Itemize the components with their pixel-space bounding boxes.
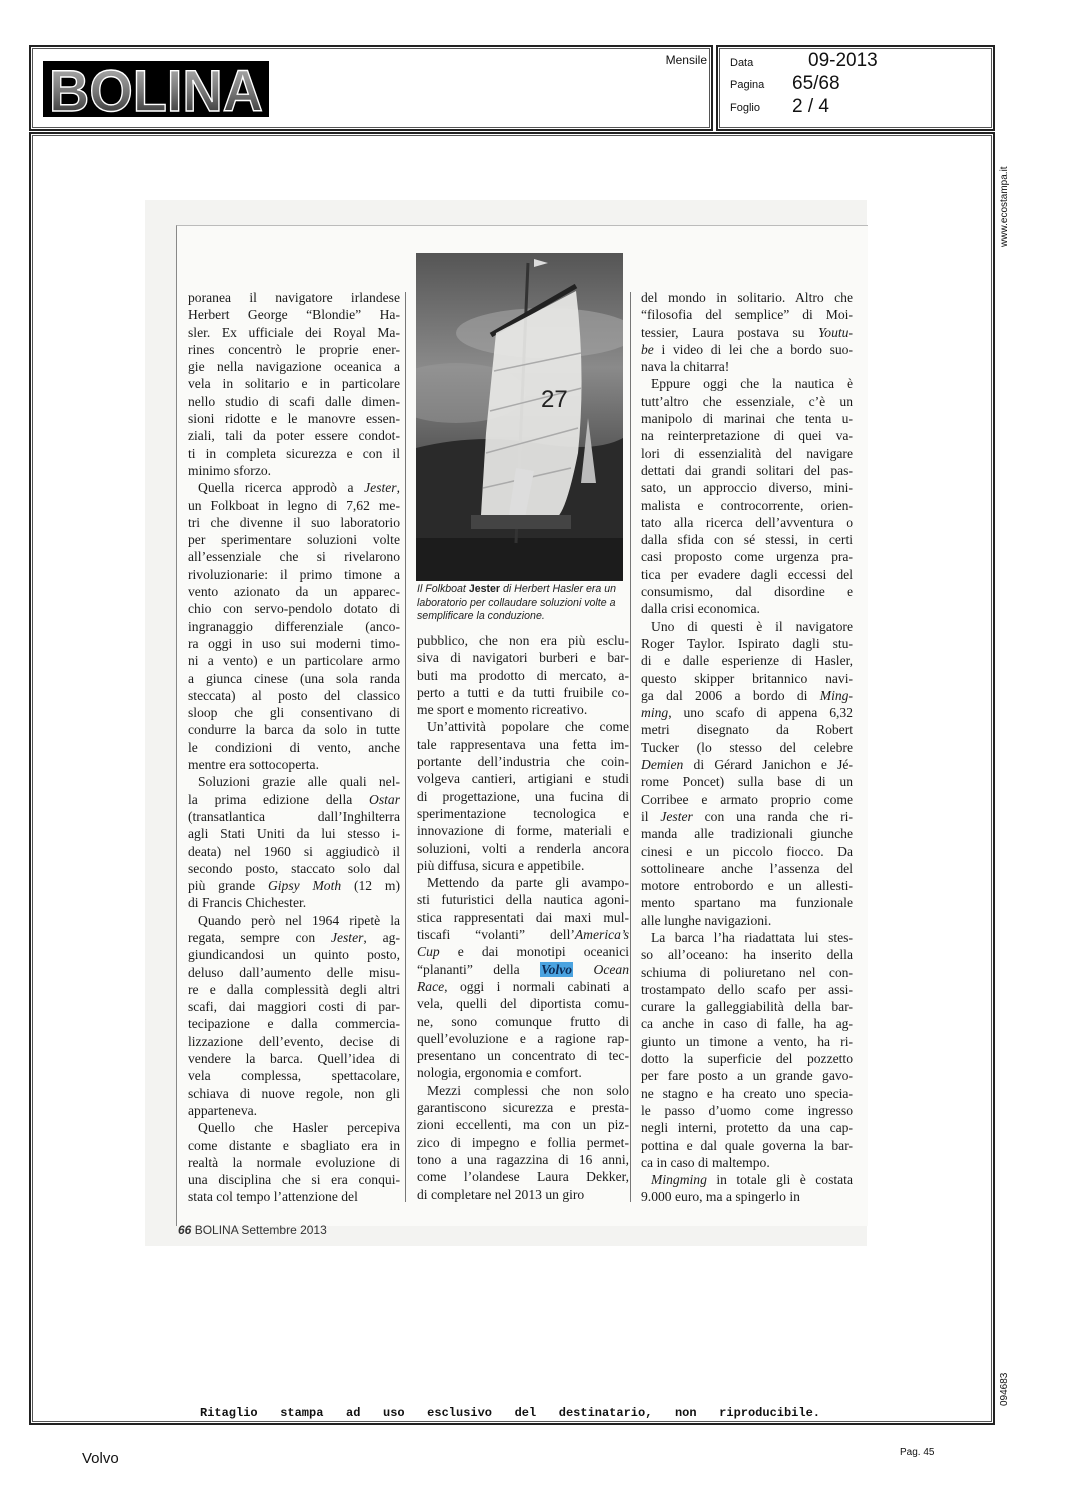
photo-jester — [416, 253, 623, 581]
paragraph — [641, 289, 853, 375]
text-line: ca in caso di maltempo. — [641, 1154, 770, 1170]
text-line: di e dalle esperienze di Hasler, — [641, 653, 853, 669]
text-line — [641, 756, 853, 773]
text-line — [641, 687, 853, 704]
text-line: 9.000 euro, ma a spingerlo in — [641, 1189, 800, 1205]
text-line: ni a vento) e un particolare armo — [188, 653, 400, 669]
text-line — [417, 926, 629, 943]
text-line: giundicandosi un quinto posto, — [188, 947, 400, 963]
text-line: Un’attività popolare che come — [427, 719, 629, 735]
text-line: manda alle tradizionali giunche — [641, 826, 853, 842]
text-line: Quello che Hasler percepiva — [198, 1120, 400, 1136]
text-line: volgeva cantieri, artigiani e studi — [417, 771, 629, 787]
text-line: come l’olandese Laura Dekker, — [417, 1169, 629, 1185]
text-line: re e dalla complessità degli altri — [188, 981, 400, 997]
text-line: steccata) al posto del classico — [188, 687, 400, 703]
italic-title: Race — [417, 978, 445, 994]
text-line: ne stagno e ha creato uno specia- — [641, 1085, 853, 1101]
paragraph — [641, 929, 853, 1171]
caption-boat-name: Jester — [468, 583, 501, 595]
text-segment: con una randa che ri- — [692, 808, 853, 824]
folio-number: 66 — [178, 1223, 192, 1237]
text-segment: il — [641, 808, 661, 824]
text-line: Uno di questi è il navigatore — [651, 618, 853, 634]
text-line: gie nella navigazione oceanica a — [188, 359, 400, 375]
text-line: le condizioni di vento, anche — [188, 739, 400, 755]
column-rule — [630, 292, 631, 1202]
text-line: ca anche in caso di falle, ha ag- — [641, 1016, 853, 1032]
text-segment: “plananti” della — [417, 961, 541, 977]
text-line: dettati dai grandi solitari del pas- — [641, 462, 853, 478]
text-segment: ga dal 2006 a bordo di — [641, 687, 820, 703]
paragraph — [641, 1171, 853, 1206]
text-segment: di Gérard Janichon e Jé- — [683, 757, 853, 773]
sail-number: 27 — [541, 386, 568, 413]
text-line: come distante e sbagliato era in — [188, 1137, 400, 1153]
text-line: casi proposto come urgenza pra- — [641, 549, 853, 565]
date-value: 09-2013 — [808, 50, 878, 71]
text-line: metri disegnato da Robert — [641, 722, 853, 738]
paragraph — [641, 618, 853, 929]
text-line: Soluzioni grazie alle quali nel- — [198, 774, 400, 790]
text-line — [188, 929, 400, 946]
text-line — [641, 808, 853, 825]
text-line: pubblico, che non era più esclu- — [417, 633, 629, 648]
text-line: scafi, dai maggiori costi di par- — [188, 999, 400, 1015]
text-line: vela, quelli del diportista comu- — [417, 996, 629, 1012]
text-segment: più grande — [188, 878, 268, 894]
text-line: siva di navigatori burberi e bar- — [417, 650, 629, 666]
text-line: Quando però nel 1964 ripetè la — [198, 912, 400, 928]
header-masthead — [29, 45, 713, 131]
text-segment: regata, sempre con — [188, 929, 331, 945]
text-line: questo skipper britannico navi- — [641, 670, 853, 686]
page-number: Pag. 45 — [900, 1447, 935, 1458]
text-line: zico di impegno e follia permet- — [417, 1134, 629, 1150]
text-line: schiava di nuove regole, non gli — [188, 1085, 400, 1101]
text-segment: la prima edizione della — [188, 791, 370, 807]
text-segment: , oggi i normali cabinati a — [444, 978, 629, 994]
text-line: presentano un concentrato di tec- — [417, 1048, 629, 1064]
text-line: cinesi e un piccolo fiocco. Da — [641, 843, 853, 859]
text-segment: , uno scafo di appena 6,32 — [668, 705, 853, 721]
page-value: 65/68 — [792, 73, 840, 94]
text-line: tutt’altro che essenziale, c’è un — [641, 393, 853, 409]
text-line: me sport e momento ricreativo. — [417, 702, 588, 718]
text-line: pottina e dal quale governa la bar- — [641, 1137, 853, 1153]
text-line: per sperimentare soluzioni volte — [188, 532, 400, 548]
website-label: www.ecostampa.it — [999, 166, 1010, 247]
text-line: Corribee e armato proprio come — [641, 791, 853, 807]
paragraph — [417, 632, 629, 718]
text-line: più diffusa, sicura e appetibile. — [417, 857, 585, 873]
text-line: sti futuristici della nautica agoni- — [417, 892, 629, 908]
text-line: mentre era sottocoperta. — [188, 757, 319, 773]
text-line: negli interni, protetto da una cap- — [641, 1120, 853, 1136]
italic-title: Ming- — [819, 687, 853, 703]
text-line — [641, 341, 853, 358]
text-line: perto a tutti e da tutti fruibile co- — [417, 684, 629, 700]
text-line: tono a una ragazzina di 16 anni, — [417, 1151, 629, 1167]
text-line: sperimentazione tecnologica e — [417, 805, 629, 821]
text-line: nologia, ergonomia e comfort. — [417, 1065, 582, 1081]
text-line: ti in completa sicurezza e con il — [188, 445, 400, 461]
text-segment: , ag- — [363, 929, 400, 945]
text-segment: tessier, Laura postava su — [641, 324, 818, 340]
text-segment: in totale gli è costata — [706, 1172, 853, 1188]
text-line: buti ma prodotto di mercato, a- — [417, 667, 629, 683]
text-line: soluzioni, volti a renderla ancora — [417, 840, 629, 856]
italic-title: Jester — [660, 808, 693, 824]
text-line: agli Stati Uniti da lui stesso i- — [188, 826, 400, 842]
text-line: rines concentrò le proprie ener- — [188, 341, 400, 357]
text-segment: i video di lei che a bordo suo- — [653, 341, 853, 357]
italic-title: ming — [641, 705, 669, 721]
text-line: tale rappresentava una fetta im- — [417, 736, 629, 752]
paragraph — [641, 375, 853, 617]
text-line: tato alla ricerca dell’avventura o — [641, 514, 853, 530]
italic-title: Jester — [364, 480, 397, 496]
text-line: deata) nel 1960 si aggiudicò il — [188, 843, 400, 859]
text-line: ra oggi in uso sui moderni timo- — [188, 635, 400, 651]
folio-text: BOLINA Settembre 2013 — [191, 1223, 327, 1237]
italic-title: Cup — [417, 944, 440, 960]
svg-text:BOLINA: BOLINA — [49, 61, 263, 117]
text-line: dotto la superficie del pozzetto — [641, 1051, 853, 1067]
text-line: vendere la barca. Quell’idea di — [188, 1051, 400, 1067]
text-line: zioni eccellenti, ma con un piz- — [417, 1117, 629, 1133]
italic-title: Youtu- — [817, 324, 853, 340]
text-line: giunto un timone a vento, ha ri- — [641, 1033, 853, 1049]
article-column-2 — [417, 632, 629, 1203]
italic-title: Jester — [330, 929, 364, 945]
text-segment: e dai monotipi oceanici — [439, 944, 629, 960]
text-line: chio con servo-pendolo dotato di — [188, 601, 400, 617]
text-line: Mettendo da parte gli avampo- — [427, 875, 629, 891]
text-line: deluso dall’aumento delle misu- — [188, 964, 400, 980]
keyword-label: Volvo — [82, 1450, 119, 1467]
text-line: rome Poncet) sulla base di un — [641, 774, 853, 790]
text-segment: , — [396, 480, 400, 496]
text-line: all’essenziale che si rivelarono — [188, 549, 400, 565]
text-line: stica rappresentati dai maxi mul- — [417, 909, 629, 925]
text-line: sloop che gli consentivano di — [188, 705, 400, 721]
paragraph — [188, 912, 400, 1120]
article-column-1 — [188, 289, 400, 1206]
text-line — [188, 479, 400, 496]
text-line: motore entrobordo e un allesti- — [641, 878, 853, 894]
text-line: na reinterpretazione di quei va- — [641, 428, 853, 444]
paragraph — [188, 1119, 400, 1205]
text-line: tica per evadere dagli eccessi del — [641, 566, 853, 582]
text-line: minimo sforzo. — [188, 462, 272, 478]
text-line: “filosofia del semplice” di Moi- — [641, 307, 853, 323]
text-line: nello studio di scafi dalle dimen- — [188, 393, 400, 409]
text-line: una disciplina che si era conqui- — [188, 1172, 400, 1188]
italic-title: Ocean — [593, 961, 629, 977]
text-line: malista e controcorrente, orien- — [641, 497, 853, 513]
text-line: sioni ridotte e le manovre essen- — [188, 411, 400, 427]
text-line: vento azionato da un apparec- — [188, 584, 400, 600]
magazine-footer — [178, 1223, 327, 1237]
column-rule — [405, 292, 406, 1202]
frequency-label: Mensile — [665, 53, 707, 67]
text-line: secondo posto, staccato solo dal — [188, 860, 400, 876]
text-line: lizzazione dell’evento, decise di — [188, 1033, 400, 1049]
text-line: Roger Taylor. Ispirato dagli stu- — [641, 635, 853, 651]
bolina-logo — [43, 61, 269, 117]
text-line: tecipazione e dalla commercia- — [188, 1016, 400, 1032]
text-line: tri che divenne il suo laboratorio — [188, 514, 400, 530]
text-line: vela complessa, spettacolare, — [188, 1068, 400, 1084]
text-line: apparteneva. — [188, 1102, 258, 1118]
text-line: a giunca cinese (una sola randa — [188, 670, 400, 686]
text-line: manipolo di marinai che tenta u- — [641, 411, 853, 427]
italic-title: Mingming — [651, 1172, 707, 1188]
text-line: ingranaggio differenziale (anco- — [188, 618, 400, 634]
text-line: di completare nel 2013 un giro — [417, 1186, 585, 1202]
paragraph — [417, 1082, 629, 1203]
text-line: sler. Ex ufficiale dei Royal Ma- — [188, 324, 400, 340]
text-line: nava la chitarra! — [641, 359, 730, 375]
text-line: dalla crisi economica. — [641, 601, 760, 617]
text-line: lori di essenzialità del navigare — [641, 445, 853, 461]
highlighted-keyword: Volvo — [541, 961, 573, 977]
text-line: portante dell’industria che coin- — [417, 754, 629, 770]
paragraph — [188, 289, 400, 479]
text-line: Tucker (lo stesso del celebre — [641, 739, 853, 755]
paragraph — [188, 773, 400, 911]
text-line: sottolineare anche l’assenza del — [641, 860, 853, 876]
text-line — [417, 961, 629, 978]
text-line: quell’evoluzione e a ragione rap- — [417, 1030, 629, 1046]
text-line: alle lunghe navigazioni. — [641, 912, 772, 928]
italic-title: Gipsy Moth — [267, 878, 342, 894]
italic-title: America’s — [574, 927, 629, 943]
text-segment — [573, 962, 593, 977]
text-line: trostampato dello scafo per assi- — [641, 981, 853, 997]
text-line — [188, 791, 400, 808]
article-column-3 — [641, 289, 853, 1206]
text-line: (transatlantica dall’Inghilterra — [188, 808, 400, 824]
header-meta — [716, 45, 995, 131]
text-line: ne, sono comunque frutto di — [417, 1013, 629, 1029]
text-segment: tiscafi “volanti” dell’ — [417, 927, 575, 943]
text-line — [641, 1171, 853, 1188]
page-label: Pagina — [730, 79, 765, 91]
text-line — [417, 943, 629, 960]
text-line: poranea il navigatore irlandese — [188, 290, 400, 305]
text-line: vela in solitario e in particolare — [188, 376, 400, 392]
sheet-value: 2 / 4 — [792, 96, 829, 117]
caption-text: di Herbert Hasler era un laboratorio per collaudare soluzioni volte a semplificare la conduzione. — [417, 583, 617, 622]
paragraph — [417, 718, 629, 874]
text-line: di Francis Chichester. — [188, 895, 307, 911]
text-line: condurre la barca da solo in tutte — [188, 722, 400, 738]
italic-title: Ostar — [369, 791, 400, 807]
text-line: le passo d’uomo come ingresso — [641, 1102, 853, 1118]
text-line — [188, 877, 400, 894]
text-line — [641, 704, 853, 721]
text-line: Herbert George “Blondie” Ha- — [188, 307, 400, 323]
text-line: un Folkboat in legno di 7,62 me- — [188, 497, 400, 513]
text-line: dalla sfida con sé stessi, in certi — [641, 532, 853, 548]
clipping-code: 094683 — [999, 1372, 1010, 1406]
text-line: curare la galleggiabilità della bar- — [641, 999, 853, 1015]
text-line: consumismo, dal disordine e — [641, 584, 853, 600]
text-line — [417, 978, 629, 995]
date-label: Data — [730, 57, 754, 69]
text-line: per fare posto a un grande gavo- — [641, 1068, 853, 1084]
text-line: garantiscono sicurezza e presta- — [417, 1100, 629, 1116]
text-line: La barca l’ha riadattata lui stes- — [651, 929, 853, 945]
text-line: schiuma di poliuretano nel con- — [641, 964, 853, 980]
paragraph — [417, 874, 629, 1082]
italic-title: be — [641, 341, 654, 357]
caption-text: Il Folkboat — [417, 583, 469, 595]
text-line: Mezzi complessi che non solo — [427, 1082, 629, 1098]
clipping-notice: Ritaglio stampa ad uso esclusivo del destinatario, non riproducibile. — [200, 1406, 820, 1420]
text-line: Eppure oggi che la nautica è — [651, 376, 853, 392]
paragraph — [188, 479, 400, 773]
text-line: sato, un approccio diverso, mini- — [641, 480, 853, 496]
sheet-label: Foglio — [730, 102, 760, 114]
text-segment: (12 m) — [341, 878, 400, 894]
text-line: mento spartano ma funzionale — [641, 895, 853, 911]
text-line: del mondo in solitario. Altro che — [641, 290, 853, 305]
text-line: di progettazione, una fucina di — [417, 788, 629, 804]
italic-title: Demien — [641, 757, 684, 773]
text-line: stata col tempo l’attenzione del — [188, 1189, 358, 1205]
text-line: innovazione di forme, materiali e — [417, 823, 629, 839]
text-line — [641, 324, 853, 341]
text-line: so all’oceano: ha inserito della — [641, 947, 853, 963]
photo-caption — [417, 583, 627, 624]
text-line: rivoluzionarie: il primo timone a — [188, 566, 400, 582]
text-line: ziali, tali da poter essere condot- — [188, 428, 400, 444]
text-segment: Quella ricerca approdò a — [198, 480, 365, 496]
text-line: realtà la normale evoluzione di — [188, 1154, 400, 1170]
